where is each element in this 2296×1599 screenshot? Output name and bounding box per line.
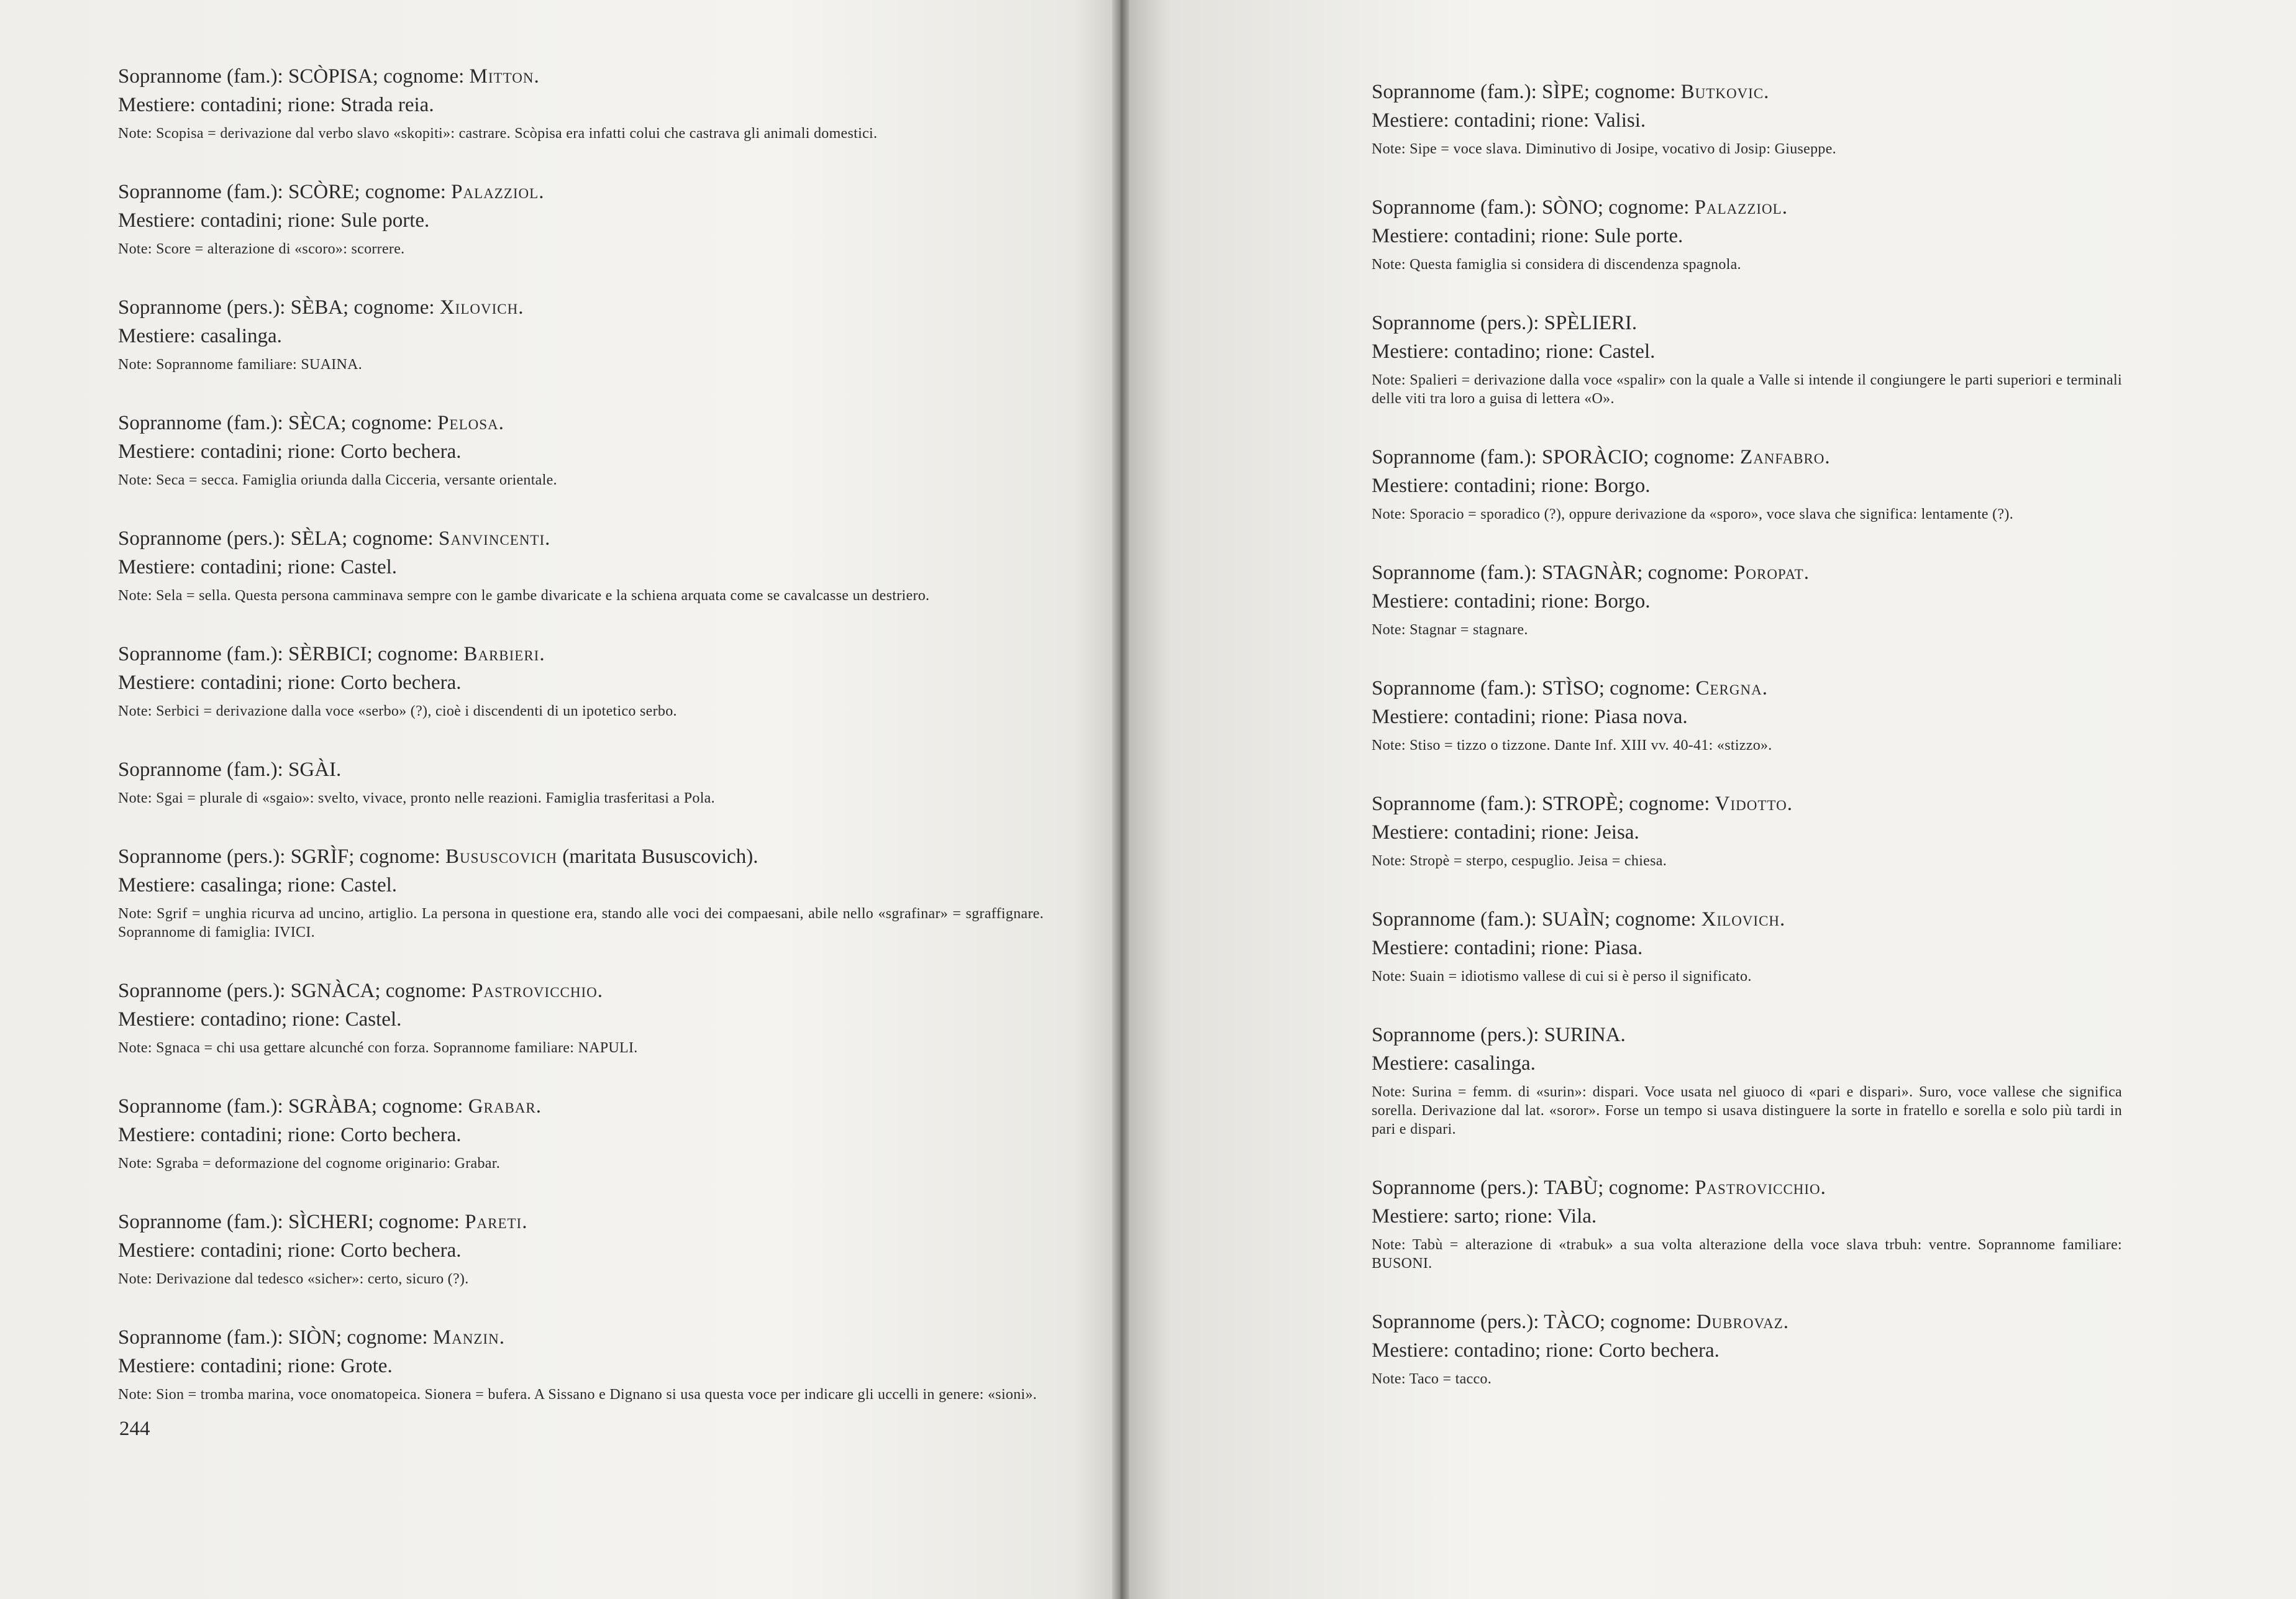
dictionary-entry	[1372, 1173, 2122, 1273]
entry-note: Note: Soprannome familiare: SUAINA.	[118, 357, 363, 373]
entry-heading-end: .	[1783, 1311, 1789, 1333]
entry-surname: Poropat	[1734, 562, 1804, 584]
entry-note: Note: Suain = idiotismo vallese di cui si è perso il significato.	[1372, 968, 1752, 985]
entry-surname: Manzin	[432, 1326, 499, 1349]
entry-heading-end: .	[499, 1326, 504, 1349]
entry-heading	[1372, 558, 2122, 587]
entry-heading	[118, 640, 1044, 668]
page-number: 244	[119, 1418, 150, 1440]
entry-occupation: Mestiere: contadino; rione: Corto bechera.	[1372, 1339, 1720, 1362]
entry-nickname: Soprannome (fam.): SÌCHERI; cognome:	[118, 1211, 465, 1233]
entry-occupation: Mestiere: contadino; rione: Castel.	[118, 1008, 402, 1031]
entry-heading	[1372, 78, 2122, 106]
dictionary-entry	[1372, 443, 2122, 524]
entry-heading	[1372, 1173, 2122, 1202]
entry-surname: Bususcovich	[445, 845, 558, 868]
entry-occupation: Mestiere: contadini; rione: Corto bechera.	[118, 440, 462, 463]
entry-heading-end: .	[498, 412, 504, 434]
entry-nickname: Soprannome (pers.): SÈBA; cognome:	[118, 296, 440, 319]
entry-heading-end: .	[539, 643, 545, 665]
entry-heading-end: .	[1782, 196, 1787, 219]
entry-heading-end: .	[539, 181, 544, 203]
entry-surname: Xilovich	[1701, 908, 1780, 931]
entry-nickname: Soprannome (pers.): SGNÀCA; cognome:	[118, 980, 472, 1002]
entry-nickname: Soprannome (fam.): SÈRBICI; cognome:	[118, 643, 464, 665]
entry-nickname: Soprannome (fam.): SÒNO; cognome:	[1372, 196, 1695, 219]
entry-nickname: Soprannome (pers.): SURINA.	[1372, 1024, 1626, 1046]
dictionary-entry	[118, 409, 1044, 490]
entry-heading	[1372, 1021, 2122, 1049]
entry-surname: Sanvincenti	[438, 527, 545, 550]
entry-surname: Palazziol	[451, 181, 539, 203]
entry-heading	[1372, 443, 2122, 472]
entry-occupation: Mestiere: contadini; rione: Strada reia.	[118, 94, 434, 116]
entry-heading	[118, 1208, 1044, 1236]
entry-occupation: Mestiere: contadini; rione: Jeisa.	[1372, 821, 1639, 844]
entry-heading-end: .	[1820, 1177, 1826, 1199]
entry-occupation: Mestiere: casalinga.	[1372, 1052, 1536, 1075]
entry-heading-end: .	[522, 1211, 527, 1233]
dictionary-entry	[1372, 905, 2122, 986]
right-page	[1123, 0, 2296, 1599]
entry-surname: Vidotto	[1715, 793, 1787, 815]
entry-nickname: Soprannome (pers.): TABÙ; cognome:	[1372, 1177, 1695, 1199]
dictionary-entry	[118, 62, 1044, 143]
entry-heading	[118, 842, 1044, 871]
entry-heading-end: .	[518, 296, 524, 319]
entry-note: Note: Serbici = derivazione dalla voce «serbo» (?), cioè i discendenti di un ipotetico serbo.	[118, 703, 677, 719]
entry-heading-end: .	[534, 65, 539, 88]
entry-note: Note: Sgraba = deformazione del cognome originario: Grabar.	[118, 1155, 501, 1172]
entry-surname: Pastrovicchio	[472, 980, 598, 1002]
dictionary-entry	[118, 293, 1044, 374]
dictionary-entry	[118, 1323, 1044, 1404]
entry-note: Note: Questa famiglia si considera di discendenza spagnola.	[1372, 257, 1741, 273]
entry-occupation: Mestiere: contadino; rione: Castel.	[1372, 340, 1656, 363]
entry-occupation: Mestiere: contadini; rione: Corto bechera.	[118, 1239, 462, 1262]
entry-note: Note: Sion = tromba marina, voce onomatopeica. Sionera = bufera. A Sissano e Dignano si usa questa voce per indicare gli uccelli in genere: «sioni».	[118, 1387, 1037, 1403]
entry-heading-end: (maritata Bususcovich).	[557, 845, 758, 868]
entry-heading-end: .	[1787, 793, 1792, 815]
entry-heading-end: .	[1764, 81, 1769, 103]
dictionary-entry	[118, 524, 1044, 605]
entry-note: Note: Spalieri = derivazione dalla voce «spalir» con la quale a Valle si intende il congiungere le parti superiori e terminali delle viti tra loro a guisa di lettera «O».	[1372, 372, 2122, 407]
entry-note: Note: Sgai = plurale di «sgaio»: svelto, vivace, pronto nelle reazioni. Famiglia trasferitasi a Pola.	[118, 790, 715, 806]
entry-note: Note: Sporacio = sporadico (?), oppure derivazione da «sporo», voce slava che significa: lentamente (?).	[1372, 506, 2014, 522]
entry-note: Note: Stagnar = stagnare.	[1372, 622, 1528, 638]
entry-note: Note: Sgrif = unghia ricurva ad uncino, artiglio. La persona in questione era, stando alle voci dei compaesani, abile nello «sgrafinar» = sgraffignare. Soprannome di famiglia: IVICI.	[118, 906, 1044, 941]
entry-occupation: Mestiere: contadini; rione: Piasa.	[1372, 937, 1643, 959]
entry-surname: Pareti	[465, 1211, 522, 1233]
entry-heading-end: .	[597, 980, 603, 1002]
book-gutter	[1112, 0, 1129, 1599]
entry-nickname: Soprannome (fam.): SÈCA; cognome:	[118, 412, 438, 434]
dictionary-entry	[1372, 1021, 2122, 1139]
entry-heading	[1372, 674, 2122, 703]
entry-heading	[1372, 905, 2122, 934]
entry-heading-end: .	[1803, 562, 1809, 584]
entry-heading	[118, 977, 1044, 1005]
dictionary-entry	[1372, 78, 2122, 158]
entry-heading	[1372, 309, 2122, 337]
entry-surname: Pelosa	[437, 412, 499, 434]
entry-note: Note: Seca = secca. Famiglia oriunda dalla Cicceria, versante orientale.	[118, 472, 557, 488]
entry-nickname: Soprannome (pers.): TÀCO; cognome:	[1372, 1311, 1697, 1333]
entry-surname: Xilovich	[439, 296, 519, 319]
dictionary-entry	[1372, 193, 2122, 274]
dictionary-entry	[1372, 674, 2122, 755]
entry-heading	[1372, 1308, 2122, 1336]
entry-heading	[118, 409, 1044, 437]
entry-nickname: Soprannome (fam.): SGÀI.	[118, 758, 342, 781]
dictionary-entry	[118, 1208, 1044, 1288]
entry-occupation: Mestiere: contadini; rione: Sule porte.	[118, 209, 430, 232]
entry-heading-end: .	[1824, 446, 1830, 468]
entry-heading	[118, 178, 1044, 206]
entry-heading	[1372, 193, 2122, 222]
dictionary-entry	[1372, 309, 2122, 408]
entry-note: Note: Scopisa = derivazione dal verbo slavo «skopiti»: castrare. Scòpisa era infatti colui che castrava gli animali domestici.	[118, 125, 878, 142]
entry-surname: Butkovic	[1680, 81, 1764, 103]
dictionary-entry	[118, 755, 1044, 808]
entry-heading-end: .	[1780, 908, 1785, 931]
entry-heading	[118, 1323, 1044, 1352]
entry-nickname: Soprannome (fam.): STÌSO; cognome:	[1372, 677, 1696, 699]
entry-note: Note: Sela = sella. Questa persona camminava sempre con le gambe divaricate e la schiena arquata come se cavalcasse un destriero.	[118, 588, 930, 604]
entry-occupation: Mestiere: casalinga; rione: Castel.	[118, 874, 398, 896]
entry-nickname: Soprannome (fam.): STROPÈ; cognome:	[1372, 793, 1715, 815]
entry-surname: Pastrovicchio	[1695, 1177, 1821, 1199]
entry-nickname: Soprannome (pers.): SPÈLIERI.	[1372, 312, 1638, 334]
left-entry-list	[118, 62, 1044, 1404]
entry-note: Note: Stropè = sterpo, cespuglio. Jeisa = chiesa.	[1372, 853, 1667, 869]
entry-nickname: Soprannome (fam.): SCÒPISA; cognome:	[118, 65, 470, 88]
entry-nickname: Soprannome (fam.): SIÒN; cognome:	[118, 1326, 433, 1349]
entry-occupation: Mestiere: contadini; rione: Corto bechera.	[118, 672, 462, 694]
entry-nickname: Soprannome (fam.): SÌPE; cognome:	[1372, 81, 1681, 103]
dictionary-entry	[118, 1092, 1044, 1173]
entry-nickname: Soprannome (fam.): SUAÌN; cognome:	[1372, 908, 1702, 931]
entry-heading	[1372, 790, 2122, 818]
entry-note: Note: Surina = femm. di «surin»: dispari. Voce usata nel giuoco di «pari e dispari». Suro, voce vallese che significa sorella. Derivazione dal lat. «soror». Forse un tempo si usava distinguere la sorte in fratello e sorella e solo più tardi in pari e dispari.	[1372, 1084, 2122, 1137]
entry-heading	[118, 62, 1044, 91]
dictionary-entry	[1372, 1308, 2122, 1388]
entry-heading	[118, 524, 1044, 553]
dictionary-entry	[118, 640, 1044, 721]
entry-surname: Grabar	[468, 1095, 536, 1118]
entry-occupation: Mestiere: contadini; rione: Piasa nova.	[1372, 706, 1688, 728]
entry-nickname: Soprannome (fam.): STAGNÀR; cognome:	[1372, 562, 1734, 584]
entry-occupation: Mestiere: contadini; rione: Corto bechera.	[118, 1124, 462, 1146]
dictionary-entry	[1372, 790, 2122, 870]
entry-note: Note: Stiso = tizzo o tizzone. Dante Inf. XIII vv. 40-41: «stizzo».	[1372, 737, 1772, 754]
entry-note: Note: Tabù = alterazione di «trabuk» a sua volta alterazione della voce slava trbuh: ventre. Soprannome familiare: BUSONI.	[1372, 1237, 2122, 1272]
left-page	[0, 0, 1118, 1599]
entry-occupation: Mestiere: sarto; rione: Vila.	[1372, 1205, 1597, 1228]
entry-nickname: Soprannome (fam.): SCÒRE; cognome:	[118, 181, 452, 203]
dictionary-entry	[118, 977, 1044, 1057]
entry-note: Note: Derivazione dal tedesco «sicher»: certo, sicuro (?).	[118, 1271, 469, 1287]
entry-occupation: Mestiere: contadini; rione: Borgo.	[1372, 590, 1651, 613]
entry-surname: Barbieri	[463, 643, 540, 665]
entry-surname: Dubrovaz	[1696, 1311, 1784, 1333]
entry-note: Note: Sipe = voce slava. Diminutivo di Josipe, vocativo di Josip: Giuseppe.	[1372, 141, 1836, 157]
dictionary-entry	[118, 178, 1044, 258]
entry-nickname: Soprannome (pers.): SGRÌF; cognome:	[118, 845, 446, 868]
entry-nickname: Soprannome (pers.): SÈLA; cognome:	[118, 527, 439, 550]
entry-note: Note: Sgnaca = chi usa gettare alcunché con forza. Soprannome familiare: NAPULI.	[118, 1040, 638, 1056]
entry-occupation: Mestiere: contadini; rione: Grote.	[118, 1355, 393, 1377]
entry-surname: Mitton	[469, 65, 534, 88]
entry-nickname: Soprannome (fam.): SPORÀCIO; cognome:	[1372, 446, 1741, 468]
entry-heading	[118, 293, 1044, 322]
entry-occupation: Mestiere: casalinga.	[118, 325, 282, 347]
entry-heading-end: .	[1762, 677, 1767, 699]
entry-heading	[118, 1092, 1044, 1121]
entry-occupation: Mestiere: contadini; rione: Castel.	[118, 556, 398, 578]
entry-note: Note: Score = alterazione di «scoro»: scorrere.	[118, 241, 405, 257]
dictionary-entry	[1372, 558, 2122, 639]
entry-note: Note: Taco = tacco.	[1372, 1371, 1492, 1387]
entry-occupation: Mestiere: contadini; rione: Sule porte.	[1372, 225, 1683, 247]
entry-surname: Cergna	[1695, 677, 1762, 699]
entry-heading-end: .	[545, 527, 550, 550]
right-entry-list	[1372, 78, 2122, 1388]
entry-heading	[118, 755, 1044, 784]
entry-occupation: Mestiere: contadini; rione: Valisi.	[1372, 109, 1646, 132]
entry-occupation: Mestiere: contadini; rione: Borgo.	[1372, 475, 1651, 497]
dictionary-entry	[118, 842, 1044, 942]
entry-heading-end: .	[535, 1095, 542, 1118]
entry-surname: Zanfabro	[1740, 446, 1825, 468]
entry-surname: Palazziol	[1694, 196, 1782, 219]
entry-nickname: Soprannome (fam.): SGRÀBA; cognome:	[118, 1095, 468, 1118]
